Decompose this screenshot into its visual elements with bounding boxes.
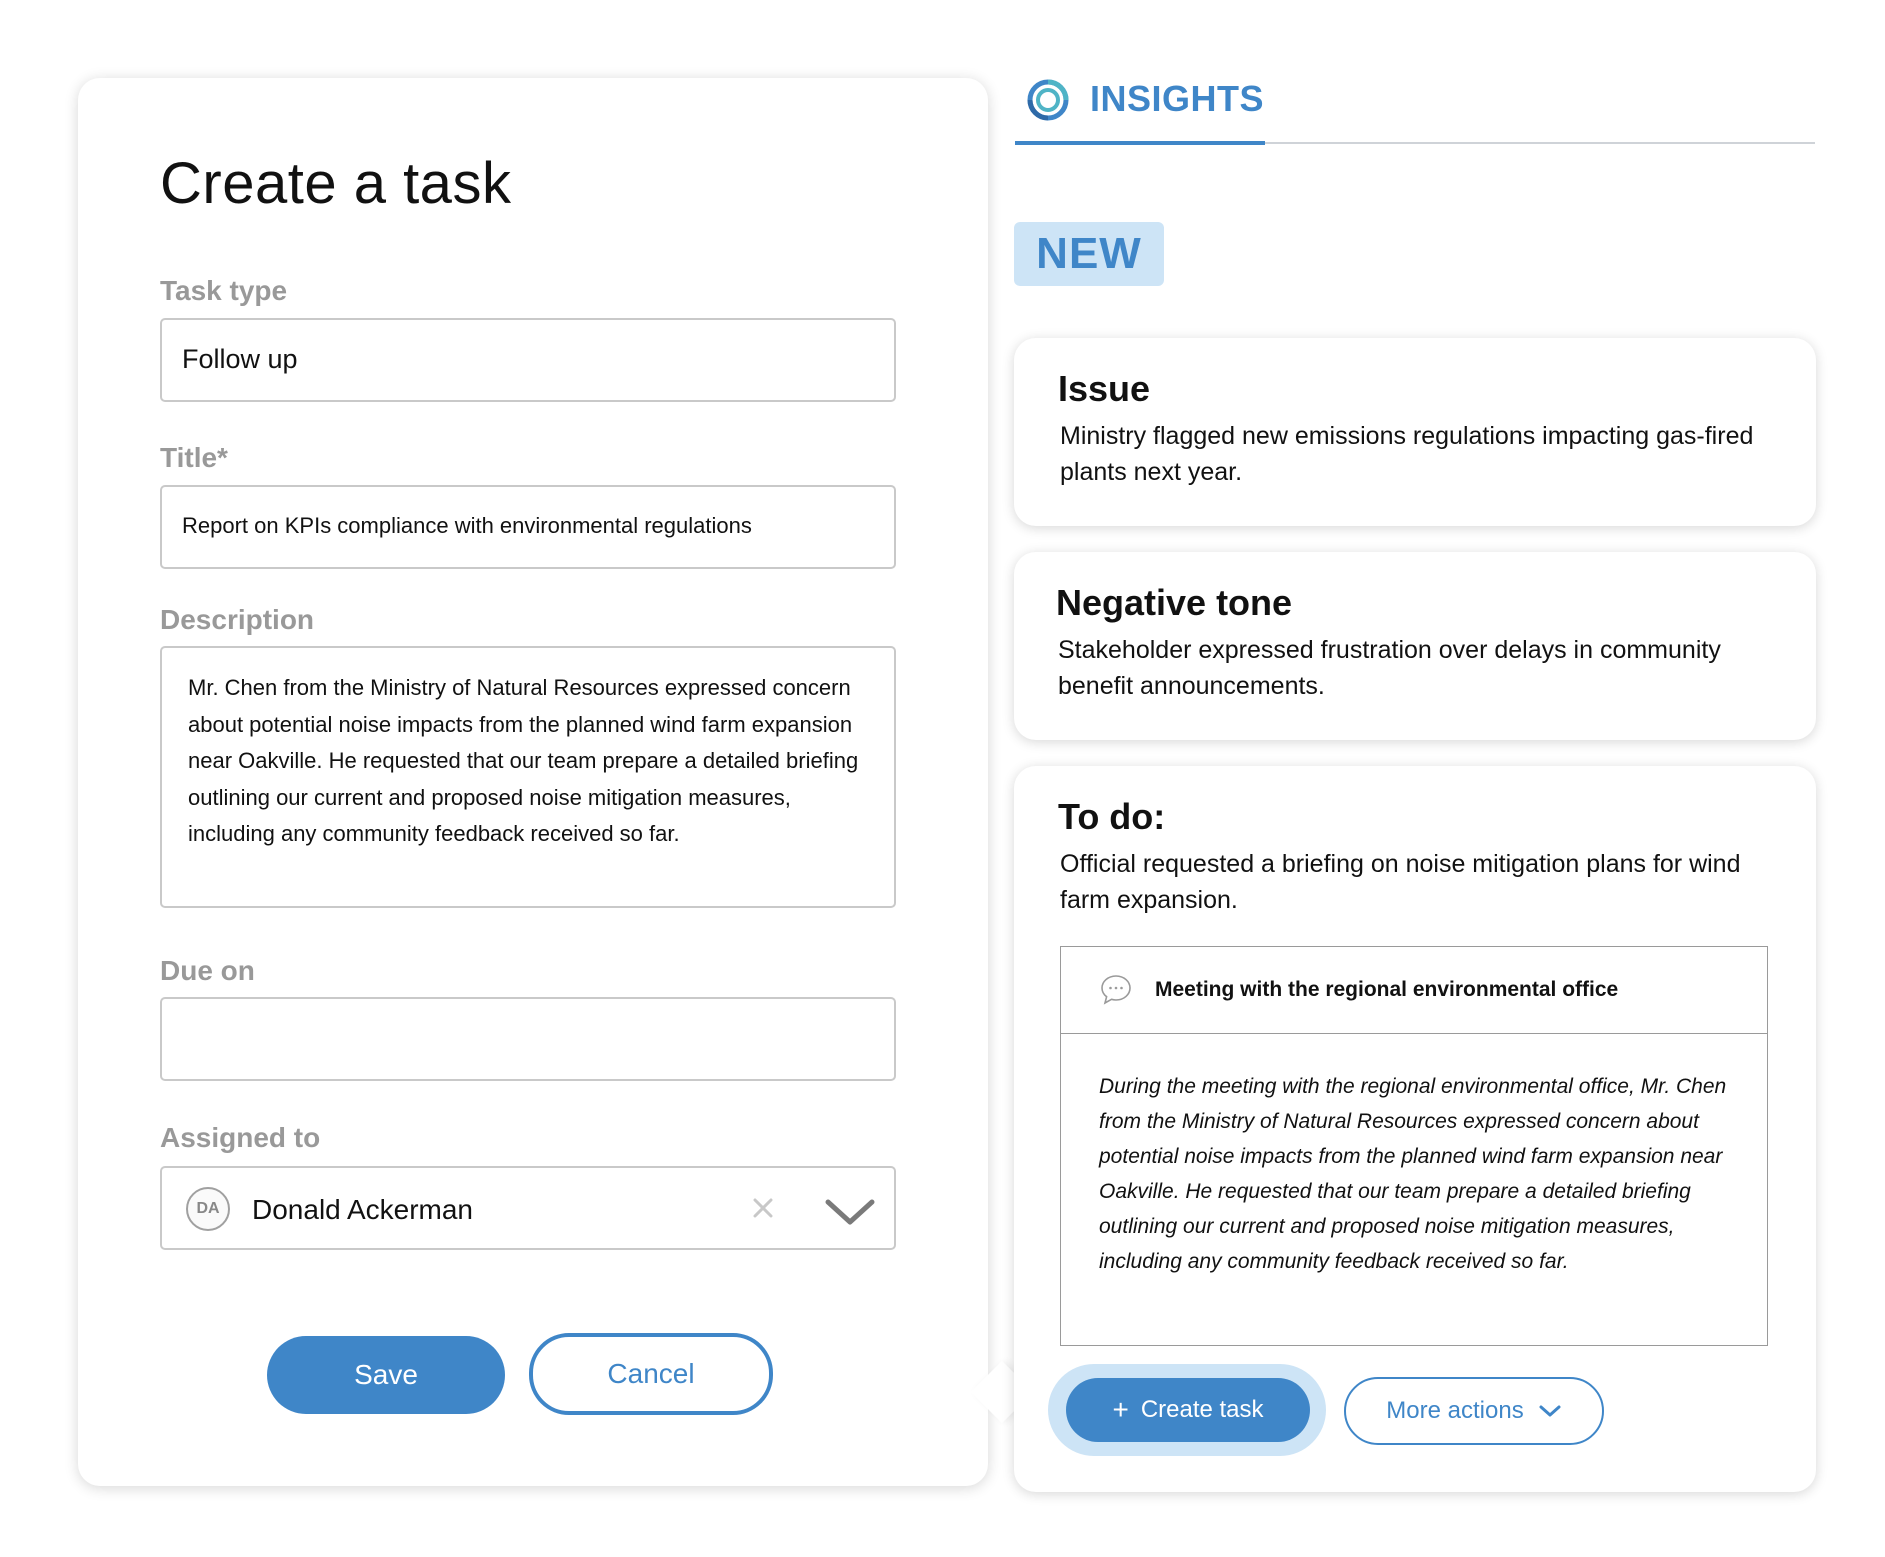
new-badge: NEW [1014,222,1164,286]
more-actions-button[interactable] [1344,1377,1604,1445]
task-type-value: Follow up [182,344,298,374]
meeting-title: Meeting with the regional environmental office [1155,978,1619,1001]
card-text: Stakeholder expressed frustration over delays in community benefit announcements. [1058,636,1721,700]
create-task-button[interactable] [1066,1378,1310,1442]
card-heading: Negative tone [1056,582,1293,623]
assignee-name: Donald Ackerman [252,1194,474,1225]
card-heading: To do: [1058,796,1166,837]
meeting-body: During the meeting with the regional environmental office, Mr. Chen from the Ministry of Natural Resources expressed concern about potential noise impacts from the planned wind farm expansion near Oakville. He requested that our team prepare a detailed briefing outlining our current and proposed noise mitigation measures, including any community feedback received so far. [1099,1075,1727,1273]
description-textarea[interactable] [160,646,896,908]
title-label: Title* [160,442,228,473]
save-button[interactable]: Save [267,1336,505,1414]
due-on-input[interactable] [160,997,896,1081]
task-type-field[interactable] [160,318,896,402]
card-heading: Issue [1058,368,1151,409]
insights-tab[interactable]: INSIGHTS [1090,78,1265,119]
clear-icon[interactable] [745,1190,781,1226]
page-title: Create a task [160,151,512,216]
description-value: Mr. Chen from the Ministry of Natural Resources expressed concern about potential noise impacts from the planned wind farm expansion near Oakville. He requested that our team prepare a detailed briefing outlining our current and proposed noise mitigation measures, including any community feedback received so far. [188,675,859,846]
meeting-note [1060,946,1768,1346]
create-task-label: Create task [1140,1396,1264,1423]
chevron-down-icon[interactable] [822,1196,878,1228]
plus-icon: + [1112,1394,1129,1425]
insight-card-negative-tone [1014,552,1816,740]
avatar: DA [186,1187,230,1231]
due-on-label: Due on [160,955,255,986]
title-input[interactable] [160,485,896,569]
insight-card-todo [1014,766,1816,1492]
meeting-header [1061,947,1767,1034]
task-type-label: Task type [160,275,288,306]
insights-logo-icon [1026,78,1070,122]
title-value: Report on KPIs compliance with environmental regulations [182,513,752,538]
chat-bubble-icon [1099,973,1133,1007]
description-label: Description [160,604,315,635]
active-tab-indicator [1015,141,1265,145]
card-text: Ministry flagged new emissions regulations impacting gas-fired plants next year. [1060,422,1754,486]
insight-card-issue [1014,338,1816,526]
card-text: Official requested a briefing on noise mitigation plans for wind farm expansion. [1060,850,1741,914]
assigned-to-select[interactable] [160,1166,896,1250]
assigned-to-label: Assigned to [160,1122,321,1153]
more-actions-label: More actions [1386,1397,1524,1424]
cancel-button[interactable]: Cancel [529,1333,773,1415]
chevron-down-icon [1538,1403,1562,1419]
